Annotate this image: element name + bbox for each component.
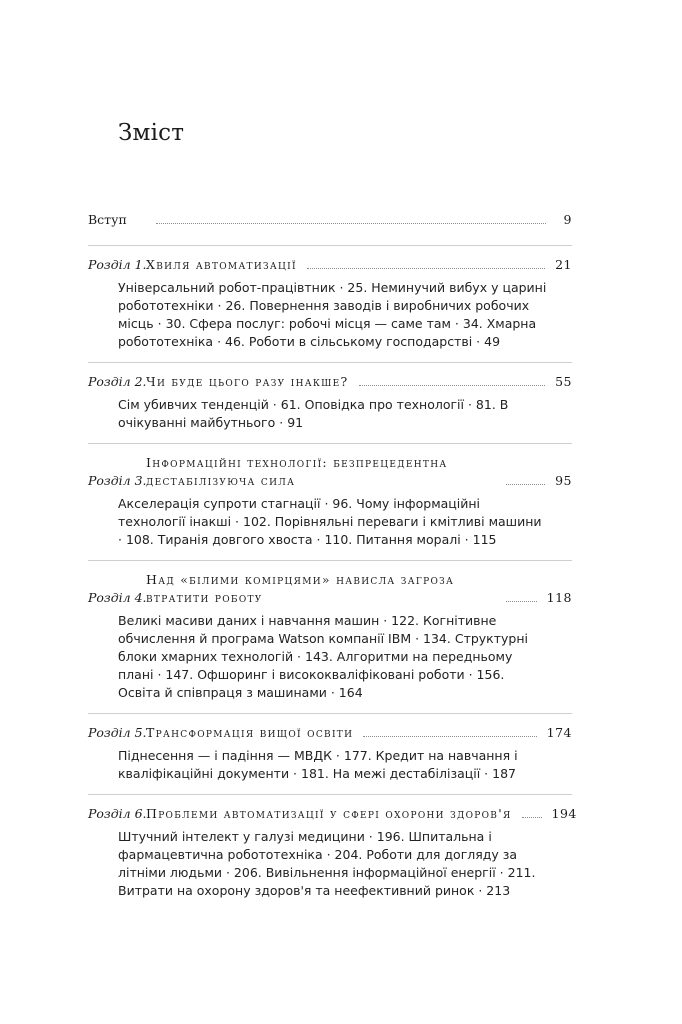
chapter-title: трансформація вищої освіти bbox=[146, 725, 354, 740]
chapter-label: Розділ 3. bbox=[88, 473, 147, 488]
page-number: 118 bbox=[546, 590, 572, 605]
dot-leader bbox=[307, 268, 545, 269]
chapter-subsections: Великі масиви даних і навчання машин · 122. Когнітивне обчислення й програма Watson компанії IBM · 134. Структурні блоки хмарних технологій · 143. Алгоритми на передньому плані · 147. Офшоринг і висококваліфіковані роботи · 156. Освіта й співпраця з машинами · 164 bbox=[118, 613, 528, 700]
toc-entry-head bbox=[88, 724, 572, 742]
dot-leader bbox=[363, 736, 536, 737]
page-number: 55 bbox=[555, 374, 572, 389]
chapter-subsections: Штучний інтелект у галузі медицини · 196. Шпитальна і фармацевтична робототехніка · 204. Роботи для догляду за літніми людьми · 206. Вивільнення інформаційної енергії · 211. Витрати на охорону здоров'я та неефективний ринок · 213 bbox=[118, 829, 536, 898]
toc-entry-chapter-6 bbox=[88, 805, 577, 911]
chapter-label: Розділ 2. bbox=[88, 374, 147, 389]
toc-entry-head bbox=[88, 256, 572, 274]
toc-entry-chapter-4 bbox=[88, 571, 572, 714]
chapter-subsections: Універсальний робот-працівтник · 25. Неминучий вибух у царині робототехніки · 26. Повернення заводів і виробничих робочих місць · 30. Сфера послуг: робочі місця — саме там · 34. Хмарна робототехніка · 46. Роботи в сільському господарстві · 49 bbox=[118, 280, 547, 349]
toc-entry-chapter-5 bbox=[88, 724, 572, 795]
toc-entry-head bbox=[88, 373, 572, 391]
chapter-title: проблеми автоматизації у сфері охорони здоров'я bbox=[146, 806, 512, 821]
toc-entry-head bbox=[88, 454, 572, 490]
table-of-contents bbox=[88, 211, 577, 921]
dot-leader bbox=[506, 601, 537, 602]
chapter-title: Над «білими комірцями» нависла загроза втратити роботу bbox=[146, 572, 455, 605]
chapter-label: Розділ 6. bbox=[88, 806, 147, 821]
chapter-subsections: Піднесення — і падіння — МВДК · 177. Кредит на навчання і кваліфікаційні документи · 181. На межі дестабілізації · 187 bbox=[118, 748, 518, 781]
chapter-label: Розділ 4. bbox=[88, 590, 147, 605]
chapter-label: Розділ 5. bbox=[88, 725, 147, 740]
page-number: 174 bbox=[546, 725, 572, 740]
chapter-label: Розділ 1. bbox=[88, 257, 147, 272]
entry-label: Вступ bbox=[88, 212, 127, 227]
toc-entry-intro bbox=[88, 211, 572, 246]
toc-entry-head bbox=[88, 805, 577, 823]
dot-leader bbox=[522, 817, 542, 818]
toc-entry-chapter-1 bbox=[88, 256, 572, 363]
toc-entry-head bbox=[88, 211, 572, 229]
dot-leader bbox=[506, 484, 545, 485]
page-title: Зміст bbox=[118, 120, 185, 146]
chapter-title: Інформаційні технології: безпрецедентна дестабілізуюча сила bbox=[146, 455, 448, 488]
page-number: 21 bbox=[555, 257, 572, 272]
dot-leader bbox=[156, 223, 546, 224]
chapter-title: чи буде цього разу інакше? bbox=[146, 374, 349, 389]
chapter-title: хвиля автоматизації bbox=[146, 257, 297, 272]
toc-entry-head bbox=[88, 571, 572, 607]
toc-entry-chapter-3 bbox=[88, 454, 572, 561]
chapter-subsections: Акселерація супроти стагнації · 96. Чому інформаційні технології інакші · 102. Порівняльні переваги і кмітливі машини · 108. Тиранія довгого хвоста · 110. Питання моралі · 115 bbox=[118, 496, 542, 547]
page-number: 95 bbox=[555, 473, 572, 488]
chapter-subsections: Сім убивчих тенденцій · 61. Оповідка про технології · 81. В очікуванні майбутнього · 91 bbox=[118, 397, 509, 430]
dot-leader bbox=[359, 385, 546, 386]
page-number: 9 bbox=[563, 212, 572, 227]
page-number: 194 bbox=[551, 806, 577, 821]
toc-entry-chapter-2 bbox=[88, 373, 572, 444]
